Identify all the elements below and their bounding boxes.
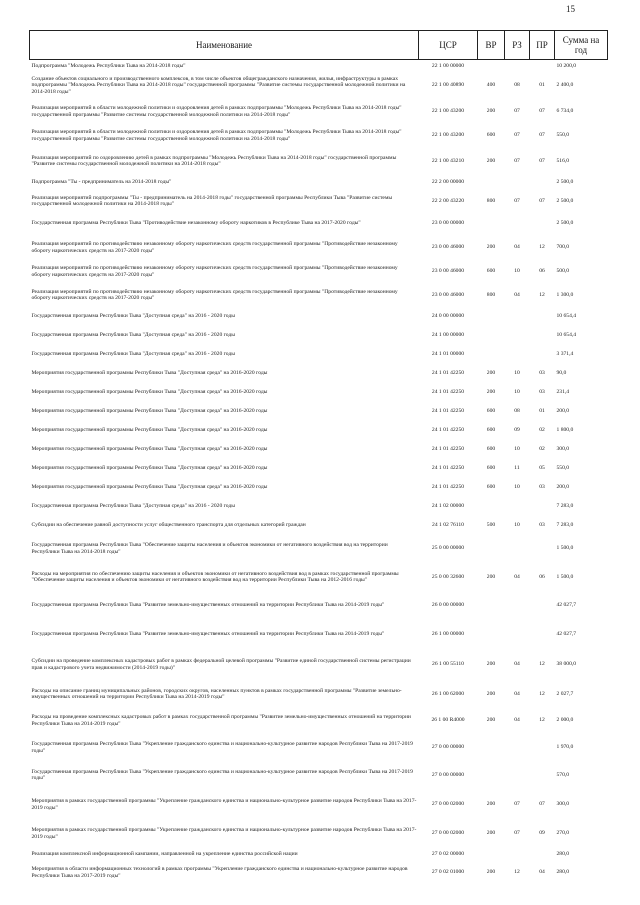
table-row bbox=[30, 535, 608, 563]
cell-pr: 06 bbox=[539, 268, 545, 275]
cell-name: Государственная программа Республики Тыва "Доступная среда" на 2016 - 2020 годы bbox=[31, 350, 236, 357]
cell-vr: 200 bbox=[486, 690, 496, 697]
cell-vr bbox=[478, 592, 505, 620]
cell-name: Мероприятия в рамках государственной программы "Укрепление гражданского единства и национально-культурное развитие народов Республики Тыва на 2017-2019 годы" bbox=[31, 827, 417, 840]
cell-name: Реализация мероприятий в области молодежной политики и оздоровления детей в рамках подпрограммы "Молодежь Республики Тыва на 2014-2018 годы" государственной программы "Развитие системы государственной молодежной политики на 2014-2018 годы" bbox=[31, 105, 402, 118]
cell-pr: 12 bbox=[539, 661, 545, 668]
cell-sum: 550,0 bbox=[556, 132, 570, 139]
cell-vr: 200 bbox=[486, 830, 496, 837]
cell-pr: 12 bbox=[539, 717, 545, 724]
cell-vr: 200 bbox=[486, 573, 496, 580]
cell-pr bbox=[530, 497, 555, 516]
cell-vr bbox=[478, 734, 505, 762]
cell-rz bbox=[505, 620, 530, 649]
cell-rz: 07 bbox=[514, 157, 520, 164]
cell-rz bbox=[505, 497, 530, 516]
cell-sum: 1 800,0 bbox=[556, 426, 574, 433]
cell-name: Реализация мероприятий подпрограммы "Ты - предприниматель на 2014-2018 годы" государственной программы Республики Тыва "Развитие системы государственной молодежной политики на 2014-2018 годы" bbox=[31, 194, 393, 207]
cell-pr bbox=[530, 326, 555, 345]
cell-rz bbox=[505, 535, 530, 563]
cell-rz bbox=[505, 734, 530, 762]
cell-name: Расходы на описание границ муниципальных районов, городских округов, населенных пунктов в рамках государственной программы "Развитие земельно-имущественных отношений на территории Республики Тыва на 2014-2019 годы" bbox=[31, 687, 402, 700]
cell-pr bbox=[530, 535, 555, 563]
cell-rz bbox=[505, 326, 530, 345]
cell-csr: 27 0 02 00000 bbox=[431, 850, 465, 857]
table-row bbox=[30, 383, 608, 402]
cell-rz bbox=[505, 175, 530, 191]
cell-vr: 200 bbox=[486, 388, 496, 395]
cell-csr: 24 1 01 42250 bbox=[431, 388, 465, 395]
cell-vr bbox=[478, 175, 505, 191]
cell-vr: 600 bbox=[486, 483, 496, 490]
cell-rz: 08 bbox=[514, 82, 520, 89]
cell-csr: 27 0 02 01000 bbox=[431, 869, 465, 876]
cell-name: Мероприятия государственной программы Республики Тыва "Доступная среда" на 2016-2020 годы bbox=[31, 407, 268, 414]
cell-rz bbox=[505, 345, 530, 364]
cell-sum: 7 283,0 bbox=[556, 521, 574, 528]
cell-name: Расходы на мероприятия по обеспечению защиты населения и объектов экономики от негативного воздействия вод в рамках государственной программы "Обеспечение защиты населения и объектов экономики от негативного воздействия вод на территории Республики Тыва на 2012-2016 годы" bbox=[31, 570, 399, 583]
cell-csr: 26 1 00 62000 bbox=[431, 690, 465, 697]
header-sum bbox=[555, 31, 608, 60]
cell-pr bbox=[530, 345, 555, 364]
cell-sum: 550,0 bbox=[556, 464, 570, 471]
cell-sum: 270,0 bbox=[556, 830, 570, 837]
cell-csr: 24 1 00 00000 bbox=[431, 331, 465, 338]
cell-pr: 05 bbox=[539, 464, 545, 471]
table-row bbox=[30, 307, 608, 326]
cell-rz: 10 bbox=[514, 445, 520, 452]
cell-pr: 03 bbox=[539, 369, 545, 376]
cell-rz: 10 bbox=[514, 369, 520, 376]
cell-csr: 26 1 00 00000 bbox=[431, 630, 465, 637]
cell-pr bbox=[530, 307, 555, 326]
cell-sum: 42 027,7 bbox=[556, 602, 577, 609]
cell-sum: 10 654,4 bbox=[556, 312, 577, 319]
cell-pr: 07 bbox=[539, 132, 545, 139]
cell-csr: 27 0 00 02000 bbox=[431, 830, 465, 837]
table-row bbox=[30, 402, 608, 421]
cell-pr: 01 bbox=[539, 407, 545, 414]
cell-pr: 01 bbox=[539, 82, 545, 89]
cell-sum: 2 400,0 bbox=[556, 82, 574, 89]
cell-sum: 500,0 bbox=[556, 268, 570, 275]
cell-csr: 24 1 01 42250 bbox=[431, 464, 465, 471]
page-number: 15 bbox=[566, 4, 575, 14]
cell-vr: 800 bbox=[486, 291, 496, 298]
cell-sum: 2 000,0 bbox=[556, 717, 574, 724]
table-row bbox=[30, 563, 608, 592]
cell-csr: 23 0 00 46000 bbox=[431, 268, 465, 275]
cell-sum: 7 283,0 bbox=[556, 502, 574, 509]
cell-sum: 1 500,0 bbox=[556, 573, 574, 580]
cell-pr: 07 bbox=[539, 157, 545, 164]
cell-pr: 07 bbox=[539, 801, 545, 808]
cell-csr: 22 1 00 40890 bbox=[431, 82, 465, 89]
cell-sum: 2 027,7 bbox=[556, 690, 574, 697]
table-row bbox=[30, 847, 608, 862]
cell-vr: 200 bbox=[486, 108, 496, 115]
cell-rz bbox=[505, 592, 530, 620]
table-row bbox=[30, 734, 608, 762]
table-row bbox=[30, 364, 608, 383]
table-row bbox=[30, 620, 608, 649]
cell-csr: 22 2 00 00000 bbox=[431, 179, 465, 186]
table-row bbox=[30, 862, 608, 884]
cell-pr: 06 bbox=[539, 573, 545, 580]
cell-pr: 07 bbox=[539, 108, 545, 115]
cell-name: Реализация мероприятий по противодействию незаконному обороту наркотических средств государственной программы "Противодействие незаконному обороту наркотических средств на 2017-2020 годы" bbox=[31, 241, 398, 254]
cell-sum: 200,0 bbox=[556, 407, 570, 414]
cell-name: Реализация мероприятий в области молодежной политики и оздоровления детей в рамках подпрограммы "Молодежь Республики Тыва на 2014-2018 годы" государственной программы "Развитие системы государственной молодежной политики на 2014-2018 годы" bbox=[31, 129, 402, 142]
table-row bbox=[30, 821, 608, 847]
cell-vr bbox=[478, 535, 505, 563]
cell-name: Государственная программа Республики Тыва "Обеспечение защиты населения и объектов экономики от негативного воздействия вод на территории Республики Тыва на 2014-2018 годы" bbox=[31, 542, 388, 555]
cell-vr: 200 bbox=[486, 369, 496, 376]
cell-csr: 24 1 02 76110 bbox=[432, 521, 464, 528]
table-row bbox=[30, 124, 608, 148]
cell-name: Государственная программа Республики Тыва "Противодействие незаконному обороту наркотиков в Республике Тыва на 2017-2020 годы" bbox=[31, 220, 361, 227]
cell-csr: 22 2 00 43220 bbox=[431, 197, 465, 204]
header-vr: ВР bbox=[478, 31, 505, 60]
cell-pr: 12 bbox=[539, 291, 545, 298]
cell-pr: 12 bbox=[539, 690, 545, 697]
cell-csr: 24 0 00 00000 bbox=[431, 312, 465, 319]
cell-vr bbox=[478, 345, 505, 364]
cell-pr: 02 bbox=[539, 426, 545, 433]
cell-csr: 24 1 01 42250 bbox=[431, 445, 465, 452]
cell-rz: 04 bbox=[514, 244, 520, 251]
cell-name: Мероприятия государственной программы Республики Тыва "Доступная среда" на 2016-2020 годы bbox=[31, 369, 268, 376]
cell-vr: 200 bbox=[486, 157, 496, 164]
table-row bbox=[30, 212, 608, 236]
table-row bbox=[30, 497, 608, 516]
cell-rz: 04 bbox=[514, 717, 520, 724]
cell-sum: 300,0 bbox=[556, 801, 570, 808]
cell-sum: 200,0 bbox=[556, 483, 570, 490]
cell-pr: 07 bbox=[539, 197, 545, 204]
cell-name: Мероприятия государственной программы Республики Тыва "Доступная среда" на 2016-2020 годы bbox=[31, 445, 268, 452]
table-row bbox=[30, 345, 608, 364]
cell-name: Субсидии на обеспечение равной доступности услуг общественного транспорта для отдельных категорий граждан bbox=[31, 521, 306, 528]
cell-pr bbox=[530, 734, 555, 762]
cell-csr: 25 0 00 32600 bbox=[431, 573, 465, 580]
cell-vr bbox=[478, 620, 505, 649]
cell-name: Государственная программа Республики Тыва "Развитие земельно-имущественных отношений на территории Республики Тыва на 2014-2019 годы" bbox=[31, 630, 385, 637]
cell-pr bbox=[530, 212, 555, 236]
table-row bbox=[30, 72, 608, 100]
table-row bbox=[30, 459, 608, 478]
cell-sum: 2 500,0 bbox=[556, 179, 574, 186]
header-rz: РЗ bbox=[505, 31, 530, 60]
cell-vr: 200 bbox=[486, 244, 496, 251]
cell-csr: 24 1 01 42250 bbox=[431, 426, 465, 433]
cell-sum: 10 654,4 bbox=[556, 331, 577, 338]
cell-vr: 600 bbox=[486, 407, 496, 414]
cell-csr: 26 1 00 R4000 bbox=[431, 717, 465, 724]
cell-vr bbox=[478, 847, 505, 862]
cell-rz: 10 bbox=[514, 388, 520, 395]
cell-sum: 2 500,0 bbox=[556, 197, 574, 204]
cell-pr: 03 bbox=[539, 483, 545, 490]
cell-vr: 400 bbox=[486, 82, 496, 89]
cell-csr: 23 0 00 46000 bbox=[431, 244, 465, 251]
cell-sum: 570,0 bbox=[556, 771, 570, 778]
cell-name: Субсидии на проведение комплексных кадастровых работ в рамках федеральной целевой программы "Развитие единой государственной системы регистрации прав и кадастрового учета недвижимости (2014-2019 годы)" bbox=[31, 658, 411, 671]
cell-sum: 10 200,0 bbox=[556, 62, 577, 69]
table-row bbox=[30, 421, 608, 440]
header-csr: ЦСР bbox=[419, 31, 478, 60]
table-row bbox=[30, 708, 608, 734]
cell-csr: 27 0 00 00000 bbox=[431, 771, 465, 778]
cell-csr: 23 0 00 46000 bbox=[431, 291, 465, 298]
cell-name: Реализация мероприятий по противодействию незаконному обороту наркотических средств государственной программы "Противодействие незаконному обороту наркотических средств на 2017-2020 годы" bbox=[31, 288, 398, 301]
cell-name: Реализация мероприятий по противодействию незаконному обороту наркотических средств государственной программы "Противодействие незаконному обороту наркотических средств на 2017-2020 годы" bbox=[31, 265, 398, 278]
cell-sum: 6 734,0 bbox=[556, 108, 574, 115]
cell-csr: 24 1 01 42250 bbox=[431, 407, 465, 414]
table-row bbox=[30, 260, 608, 284]
cell-rz: 04 bbox=[514, 661, 520, 668]
cell-rz bbox=[505, 307, 530, 326]
cell-pr bbox=[530, 592, 555, 620]
header-sum-line2: год bbox=[574, 45, 588, 55]
cell-sum: 3 371,4 bbox=[556, 350, 574, 357]
cell-pr: 12 bbox=[539, 244, 545, 251]
cell-sum: 231,4 bbox=[556, 388, 570, 395]
cell-rz bbox=[505, 212, 530, 236]
table-row bbox=[30, 440, 608, 459]
cell-sum: 1 500,0 bbox=[556, 545, 574, 552]
table-row bbox=[30, 478, 608, 497]
table-row bbox=[30, 60, 608, 72]
cell-rz: 07 bbox=[514, 801, 520, 808]
cell-csr: 22 1 00 00000 bbox=[431, 62, 465, 69]
cell-rz: 04 bbox=[514, 690, 520, 697]
cell-pr: 03 bbox=[539, 521, 545, 528]
cell-csr: 26 1 00 55110 bbox=[432, 661, 464, 668]
cell-vr: 600 bbox=[486, 132, 496, 139]
cell-vr bbox=[478, 326, 505, 345]
table-row bbox=[30, 284, 608, 307]
cell-sum: 280,0 bbox=[556, 850, 570, 857]
cell-rz: 10 bbox=[514, 521, 520, 528]
cell-name: Государственная программа Республики Тыва "Доступная среда" на 2016 - 2020 годы bbox=[31, 502, 236, 509]
cell-vr bbox=[478, 60, 505, 72]
cell-csr: 24 1 01 42250 bbox=[431, 369, 465, 376]
cell-vr: 200 bbox=[486, 717, 496, 724]
cell-rz bbox=[505, 847, 530, 862]
budget-table bbox=[29, 30, 608, 884]
cell-vr: 800 bbox=[486, 197, 496, 204]
cell-name: Мероприятия в области информационных технологий в рамках программы "Укрепление гражданского единства и национально-культурное развитие народов Республики Тыва на 2017-2019 годы" bbox=[31, 866, 408, 879]
cell-name: Подпрограмма "Ты - предприниматель на 2014-2018 годы" bbox=[31, 179, 172, 186]
cell-csr: 27 0 00 02000 bbox=[431, 801, 465, 808]
cell-name: Мероприятия в рамках государственной программы "Укрепление гражданского единства и национально-культурное развитие народов Республики Тыва на 2017-2019 годы" bbox=[31, 798, 417, 811]
cell-name: Мероприятия государственной программы Республики Тыва "Доступная среда" на 2016-2020 годы bbox=[31, 464, 268, 471]
cell-vr: 600 bbox=[486, 268, 496, 275]
table-row bbox=[30, 175, 608, 191]
cell-rz: 11 bbox=[514, 464, 520, 471]
header-name: Наименование bbox=[30, 31, 419, 60]
cell-rz: 08 bbox=[514, 407, 520, 414]
cell-rz: 12 bbox=[514, 869, 520, 876]
cell-rz: 04 bbox=[514, 573, 520, 580]
cell-sum: 280,0 bbox=[556, 869, 570, 876]
cell-sum: 90,0 bbox=[556, 369, 567, 376]
cell-pr bbox=[530, 175, 555, 191]
cell-vr bbox=[478, 212, 505, 236]
table-row bbox=[30, 148, 608, 175]
cell-vr: 600 bbox=[486, 445, 496, 452]
cell-name: Реализация комплексной информационной кампании, направленной на укрепление единства российской нации bbox=[31, 850, 298, 857]
cell-pr: 03 bbox=[539, 388, 545, 395]
table-row bbox=[30, 649, 608, 681]
cell-rz: 07 bbox=[514, 830, 520, 837]
cell-rz: 04 bbox=[514, 291, 520, 298]
cell-vr: 500 bbox=[486, 521, 496, 528]
cell-rz: 10 bbox=[514, 268, 520, 275]
cell-vr: 200 bbox=[486, 869, 496, 876]
cell-rz bbox=[505, 60, 530, 72]
table-row bbox=[30, 516, 608, 535]
cell-pr: 02 bbox=[539, 445, 545, 452]
cell-name: Расходы на проведение комплексных кадастровых работ в рамках государственной программы "Развитие земельно-имущественных отношений на территории Республики Тыва на 2014-2019 годы" bbox=[31, 714, 411, 727]
table-row bbox=[30, 191, 608, 212]
cell-sum: 700,0 bbox=[556, 244, 570, 251]
cell-name: Государственная программа Республики Тыва "Доступная среда" на 2016 - 2020 годы bbox=[31, 331, 236, 338]
table-row bbox=[30, 592, 608, 620]
cell-vr bbox=[478, 307, 505, 326]
cell-vr bbox=[478, 762, 505, 789]
cell-csr: 24 1 02 00000 bbox=[431, 502, 465, 509]
cell-sum: 1 970,0 bbox=[556, 744, 574, 751]
cell-csr: 22 1 00 43210 bbox=[431, 157, 465, 164]
cell-csr: 24 1 01 00000 bbox=[431, 350, 465, 357]
cell-rz: 09 bbox=[514, 426, 520, 433]
cell-rz: 07 bbox=[514, 197, 520, 204]
table-header-row bbox=[30, 31, 608, 60]
cell-sum: 516,0 bbox=[556, 157, 570, 164]
cell-sum: 38 000,0 bbox=[556, 661, 577, 668]
cell-vr: 200 bbox=[486, 801, 496, 808]
cell-sum: 2 500,0 bbox=[556, 220, 574, 227]
cell-name: Мероприятия государственной программы Республики Тыва "Доступная среда" на 2016-2020 годы bbox=[31, 483, 268, 490]
cell-csr: 27 0 00 00000 bbox=[431, 744, 465, 751]
table-row bbox=[30, 789, 608, 821]
cell-vr: 600 bbox=[486, 426, 496, 433]
cell-rz: 07 bbox=[514, 132, 520, 139]
cell-name: Мероприятия государственной программы Республики Тыва "Доступная среда" на 2016-2020 годы bbox=[31, 426, 268, 433]
cell-pr: 09 bbox=[539, 830, 545, 837]
table-row bbox=[30, 236, 608, 260]
cell-name: Реализация мероприятий по оздоровлению детей в рамках подпрограммы "Молодежь Республики Тыва на 2014-2018 годы" государственной программы "Развитие системы государственной молодежной политики на 2014-2018 годы" bbox=[31, 154, 397, 167]
cell-csr: 24 1 01 42250 bbox=[431, 483, 465, 490]
table-row bbox=[30, 326, 608, 345]
cell-vr: 600 bbox=[486, 464, 496, 471]
cell-pr bbox=[530, 60, 555, 72]
cell-pr bbox=[530, 620, 555, 649]
header-sum-line1: Сумма на bbox=[562, 35, 600, 45]
cell-csr: 25 0 00 00000 bbox=[431, 545, 465, 552]
cell-sum: 42 027,7 bbox=[556, 630, 577, 637]
cell-csr: 26 0 00 00000 bbox=[431, 602, 465, 609]
cell-pr: 04 bbox=[539, 869, 545, 876]
cell-name: Подпрограмма "Молодежь Республики Тыва на 2014-2018 годы" bbox=[31, 62, 186, 69]
table-row bbox=[30, 681, 608, 708]
cell-csr: 22 1 00 43200 bbox=[431, 108, 465, 115]
cell-pr bbox=[530, 847, 555, 862]
cell-name: Создание объектов социального и производственного комплексов, в том числе объектов общегражданского назначения, жилья, инфраструктуры в рамках подпрограммы "Молодежь Республики Тыва на 2014-2018 годы" государственной программы "Развитие системы государственной молодежной политики на 2014-2018 годы" bbox=[31, 75, 406, 95]
cell-name: Государственная программа Республики Тыва "Укрепление гражданского единства и национально-культурное развитие народов Республики Тыва на 2017-2019 годы" bbox=[31, 741, 413, 754]
header-pr: ПР bbox=[530, 31, 555, 60]
cell-vr: 200 bbox=[486, 661, 496, 668]
cell-name: Государственная программа Республики Тыва "Развитие земельно-имущественных отношений на территории Республики Тыва на 2014-2019 годы" bbox=[31, 602, 385, 609]
cell-name: Мероприятия государственной программы Республики Тыва "Доступная среда" на 2016-2020 годы bbox=[31, 388, 268, 395]
cell-sum: 300,0 bbox=[556, 445, 570, 452]
cell-rz: 07 bbox=[514, 108, 520, 115]
cell-pr bbox=[530, 762, 555, 789]
cell-name: Государственная программа Республики Тыва "Укрепление гражданского единства и национально-культурное развитие народов Республики Тыва на 2017-2019 годы" bbox=[31, 768, 413, 781]
cell-vr bbox=[478, 497, 505, 516]
cell-sum: 1 300,0 bbox=[556, 291, 574, 298]
cell-csr: 23 0 00 00000 bbox=[431, 220, 465, 227]
table-row bbox=[30, 762, 608, 789]
cell-name: Государственная программа Республики Тыва "Доступная среда" на 2016 - 2020 годы bbox=[31, 312, 236, 319]
cell-rz bbox=[505, 762, 530, 789]
cell-csr: 22 1 00 43200 bbox=[431, 132, 465, 139]
cell-rz: 10 bbox=[514, 483, 520, 490]
table-row bbox=[30, 100, 608, 124]
